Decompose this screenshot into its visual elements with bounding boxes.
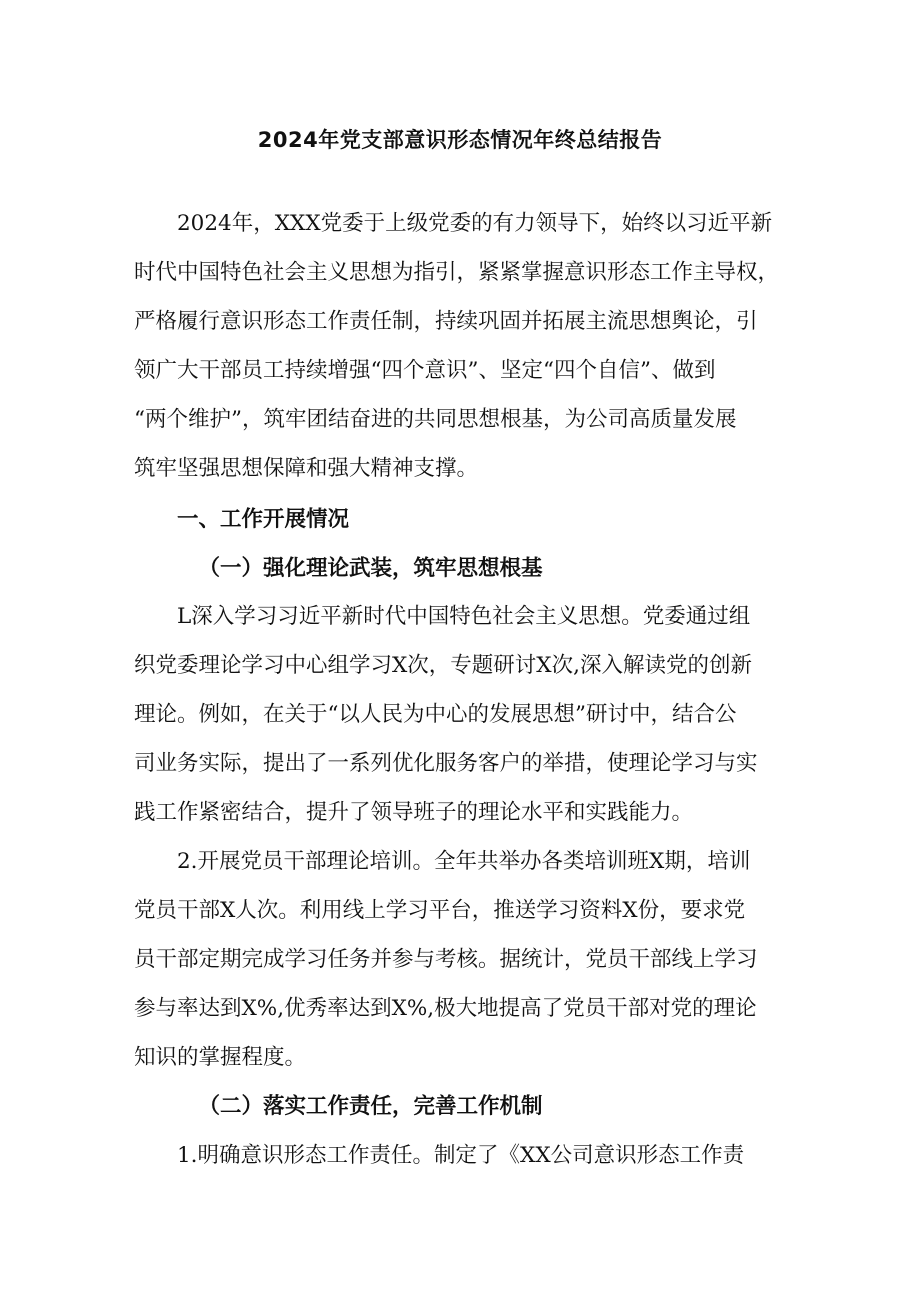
text-line: 知识的掌握程度。	[134, 1045, 307, 1070]
text-line: 1.明确意识形态工作责任。制定了《XX公司意识形态工作责	[177, 1143, 745, 1168]
text-line: 党员干部X人次。利用线上学习平台，推送学习资料X份，要求党	[134, 898, 746, 923]
text-line: 理论。例如，在关于“以人民为中心的发展思想”研讨中，结合公	[134, 702, 737, 727]
text-line: L深入学习习近平新时代中国特色社会主义思想。党委通过组	[177, 604, 751, 629]
paragraph	[134, 199, 798, 248]
text-line: 筑牢坚强思想保障和强大精神支撑。	[134, 456, 479, 481]
item-2	[134, 837, 798, 1082]
subsection-heading: （二）落实工作责任，完善工作机制	[198, 1094, 543, 1119]
text-line: “两个维护”，筑牢团结奋进的共同思想根基，为公司高质量发展	[134, 407, 737, 432]
text-line: 领广大干部员工持续增强“四个意识”、坚定“四个自信”、做到	[134, 358, 716, 383]
text-line: 参与率达到X%,优秀率达到X%,极大地提高了党员干部对党的理论	[134, 996, 757, 1021]
section-2	[134, 1082, 798, 1180]
text-line: 2.开展党员干部理论培训。全年共举办各类培训班X期，培训	[177, 849, 751, 874]
text-line: 织党委理论学习中心组学习X次，专题研讨X次,深入解读党的创新	[134, 653, 752, 678]
text-line: 2024年，XXX党委于上级党委的有力领导下，始终以习近平新	[177, 211, 773, 236]
intro-paragraph	[134, 199, 798, 493]
document-title: 2024年党支部意识形态情况年终总结报告	[257, 128, 663, 152]
text-line: 员干部定期完成学习任务并参与考核。据统计，党员干部线上学习	[134, 947, 758, 972]
text-line: 司业务实际，提出了一系列优化服务客户的举措，使理论学习与实	[134, 751, 758, 776]
section-1	[134, 495, 798, 593]
paragraph-continuation	[134, 248, 798, 493]
item-1	[134, 592, 798, 837]
subsection-heading: （一）强化理论武装，筑牢思想根基	[198, 556, 543, 581]
text-line: 严格履行意识形态工作责任制，持续巩固并拓展主流思想舆论，引	[134, 309, 758, 334]
text-line: 践工作紧密结合，提升了领导班子的理论水平和实践能力。	[134, 800, 694, 825]
section-heading: 一、工作开展情况	[177, 507, 350, 532]
text-line: 时代中国特色社会主义思想为指引，紧紧掌握意识形态工作主导权，	[134, 260, 780, 285]
